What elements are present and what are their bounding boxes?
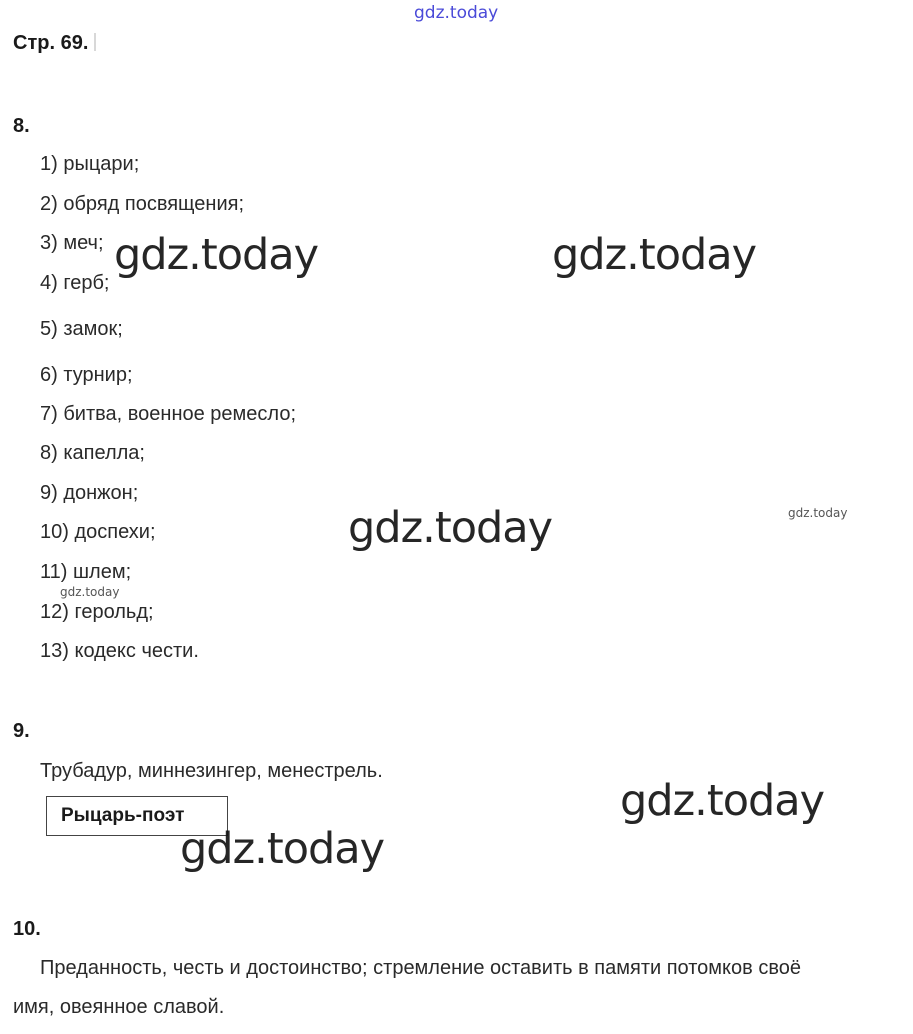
- task-9-number: 9.: [13, 720, 30, 742]
- task-10-answer-line-2: имя, овеянное славой.: [13, 996, 225, 1018]
- list-item: 2) обряд посвящения;: [40, 193, 245, 215]
- text-cursor: [94, 33, 96, 51]
- watermark-small: gdz.today: [60, 585, 120, 599]
- watermark-top: gdz.today: [414, 3, 499, 23]
- list-item: 8) капелла;: [40, 442, 145, 464]
- list-item: 4) герб;: [40, 272, 110, 294]
- list-item: 1) рыцари;: [40, 153, 140, 175]
- task-10-number: 10.: [13, 918, 41, 940]
- list-item: 9) донжон;: [40, 482, 139, 504]
- list-item: 12) герольд;: [40, 601, 154, 623]
- watermark: gdz.today: [620, 776, 825, 826]
- watermark: gdz.today: [180, 824, 385, 874]
- list-item: 10) доспехи;: [40, 521, 156, 543]
- watermark-small: gdz.today: [788, 506, 848, 520]
- watermark: gdz.today: [552, 230, 757, 280]
- list-item: 3) меч;: [40, 232, 104, 254]
- page-title-text: Стр. 69.: [13, 32, 89, 54]
- list-item: 7) битва, военное ремесло;: [40, 403, 296, 425]
- list-item: 13) кодекс чести.: [40, 640, 199, 662]
- page-title: [13, 32, 96, 55]
- task-9-answer: Трубадур, миннезингер, менестрель.: [40, 760, 383, 782]
- watermark: gdz.today: [114, 230, 319, 280]
- watermark: gdz.today: [348, 503, 553, 553]
- task-10-answer-line-1: Преданность, честь и достоинство; стремление оставить в памяти потомков своё: [40, 957, 801, 979]
- list-item: 6) турнир;: [40, 364, 133, 386]
- answer-box-label: Рыцарь-поэт: [61, 805, 185, 826]
- task-8-number: 8.: [13, 115, 30, 137]
- list-item: 11) шлем;: [40, 561, 132, 583]
- list-item: 5) замок;: [40, 318, 123, 340]
